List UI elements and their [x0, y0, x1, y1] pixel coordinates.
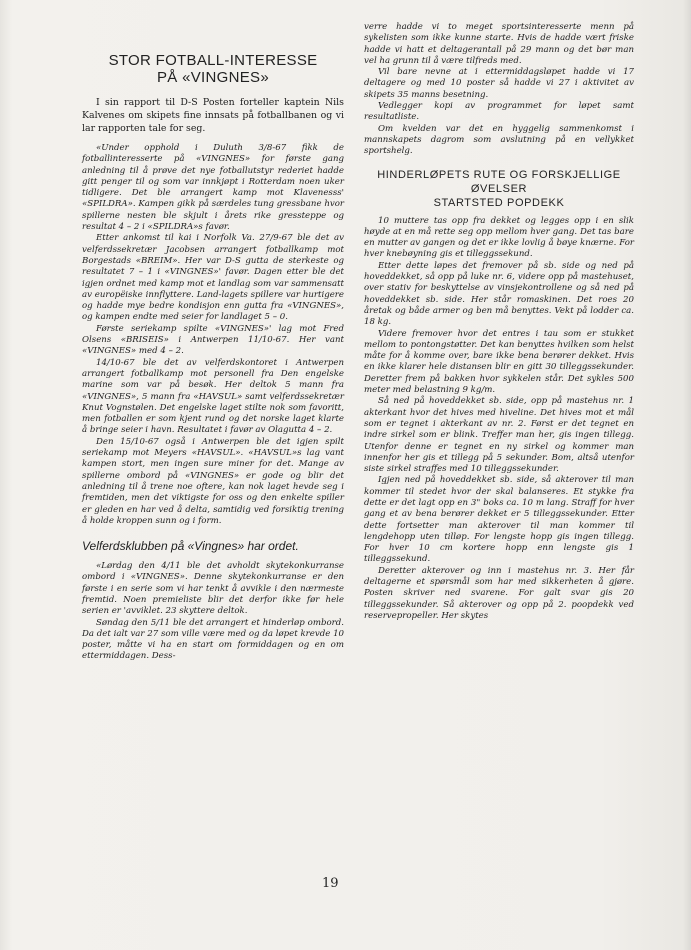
route-paragraph: Videre fremover hvor det entres i tau som er stukket mellom to pontongstøtter. Det kan benyttes hvilken som helst måte for å komme over, bare ikke bena berører dekket. Hvis en ikke klarer hele distansen blir en gitt 30 tilleggssekunder. Deretter frem på bakken hvor sykkelen står. Det sykles 500 meter med belastning 9 kg/m. [364, 328, 634, 396]
continued-paragraph: Vedlegger kopi av programmet for løpet samt resultatliste. [364, 101, 634, 123]
continued-paragraph: Om kvelden var det en hyggelig sammenkomst i mannskapets dagrom som avslutning på en vellykket sportshelg. [364, 123, 634, 157]
report-paragraph: Etter ankomst til kai i Norfolk Va. 27/9-67 ble det av velferdssekretær Jacobsen arrangert fotballkamp mot Borgestads «BREIM». Her var D-S gutta de sterkeste og resultatet 7 – 1 i «VINGNES»' favør. Dagen etter ble det igjen ordnet med kamp mot et landlag som var sammensatt av europëiske innflyttere. Land-lagets spillere var hurtigere og hadde mye bedre kondisjon enn gutta fra «VINGNES», og kampen endte med seier for landlaget 5 – 0. [82, 233, 344, 323]
report-paragraph: Den 15/10-67 også i Antwerpen ble det igjen spilt seriekamp mot Meyers «HAVSUL». «HAVSUL»s lag vant kampen stort, men ingen sure miner for det. Mange av spillerne ombord på «VINGNES» er gode og blir det anledning til å trene noe oftere, kan nok laget hevde seg i fremtiden, men det viktigste for oss og den enkelte spiller er gleden en har ved å delta, samtidig ved forsiktig trening å holde kroppen sunn og i form. [82, 436, 344, 526]
report-paragraph: «Under opphold i Duluth 3/8-67 fikk de fotballinteresserte på «VINGNES» for første gang anledning til å prøve det nye fotballutstyr rederiet hadde gitt penger til og som var innkjøpt i Rotterdam noen uker tidligere. Det ble arrangert kamp mot Klavenesss' «SPILDRA». Kampen gikk på særdeles tung gressbane hvor spillerne nesten ble skjult i årets rike gressteppe og resultat 4 – 2 i «SPILDRA»s favør. [82, 143, 344, 233]
right-column [364, 22, 634, 622]
route-paragraph: Igjen ned på hoveddekket sb. side, så akterover til man kommer til stedet hvor der skal balanseres. Et stykke fra dette er det lagt opp en 3" boks ca. 10 m lang. Straff for hver gang et av bena berører dekket er 5 tilleggssekunder. Etter dette fortsetter man akterover til man kommer til lengdehopp uten tilløp. For lengste hopp gis ingen tillegg. For hver 10 cm kortere hopp enn lengste gis 1 tilleggssekund. [364, 475, 634, 565]
club-subheading: Velferdsklubben på «Vingnes» har ordet. [82, 539, 299, 554]
club-paragraph: «Lørdag den 4/11 ble det avholdt skytekonkurranse ombord i «VINGNES». Denne skytekonkurranse er den første i en serie som vi har tenkt å avvikle i den nærmeste fremtid. Noen premieliste blir det derfor ikke før hele serien er 'avviklet. 23 skyttere deltok. [82, 561, 344, 617]
route-paragraph: 10 muttere tas opp fra dekket og legges opp i en slik høyde at en må rette seg opp mellom hver gang. Det tas bare en mutter av gangen og det er ikke lovlig å bøye knærne. For hver knebøyning gis et tilleggssekund. [364, 215, 634, 260]
section-heading [364, 168, 634, 210]
route-paragraph: Deretter akterover og inn i mastehus nr. 3. Her får deltagerne et spørsmål som har med sikkerheten å gjøre. Posten skriver ned svarene. For galt svar gis 20 tilleggssekunder. Så akterover og opp på 2. poopdekk ved reservepropeller. Her skytes [364, 565, 634, 621]
route-paragraph: Så ned på hoveddekket sb. side, opp på mastehus nr. 1 akterkant hvor det hives med hiveline. Det hives mot et mål som er tegnet i akterkant av nr. 2. Først er det tegnet en indre sirkel som er blink. Treffer man her, gis ingen tillegg. Utenfor denne er tegnet en ny sirkel og kommer man innenfor her gis et tillegg på 5 sekunder. Bom, altså utenfor siste sirkel straffes med 10 tilleggssekunder. [364, 396, 634, 475]
page-number: 19 [322, 876, 339, 891]
report-paragraph: Første seriekamp spilte «VINGNES»' lag mot Fred Olsens «BRISEIS» i Antwerpen 11/10-67. Her vant «VINGNES» med 4 – 2. [82, 323, 344, 357]
section-heading-line-1: HINDERLØPETS RUTE OG FORSKJELLIGE [377, 168, 621, 181]
route-paragraph: Etter dette løpes det fremover på sb. side og ned på hoveddekket, så opp på luke nr. 6, videre opp på mastehuset, over stativ for beskyttelse av vinsjekontrollene og så ned på hoveddekket sb. side. Her står romaskinen. Det roes 20 åretak og både armer og ben må benyttes. Vekt på lodder ca. 18 kg. [364, 260, 634, 328]
report-paragraph: 14/10-67 ble det av velferdskontoret i Antwerpen arrangert fotballkamp mot personell fra Den engelske marine som var på besøk. Her deltok 5 mann fra «VINGNES», 5 mann fra «HAVSUL» samt velferdssekretær Knut Vognstølen. Det engelske laget stilte nok som favoritt, men fotballen er som kjent rund og det norske laget klarte å bringe seier i havn. Resultatet i favør av Olagutta 4 – 2. [82, 357, 344, 436]
left-column [82, 52, 344, 663]
continued-paragraph: verre hadde vi to meget sportsinteresserte menn på sykelisten som ikke kunne starte. Hvis de hadde vært friske hadde vi hatt et deltagerantall på 29 mann og det bør man vel ha grunn til å være tilfreds med. [364, 22, 634, 66]
intro-paragraph: I sin rapport til D-S Posten forteller kaptein Nils Kalvenes om skipets fine innsats på fotballbanen og vi lar rapporten tale for seg. [82, 97, 344, 134]
section-heading-line-2: ØVELSER [470, 182, 528, 195]
section-heading-line-3: STARTSTED POPDEKK [433, 196, 565, 209]
page-edge-shadow [683, 0, 691, 950]
article-title [82, 52, 344, 86]
title-line-1: STOR FOTBALL-INTERESSE [108, 52, 318, 69]
continued-paragraph: Vil bare nevne at i ettermiddagsløpet hadde vi 17 deltagere og med 10 poster så hadde vi 27 i aktivitet av skipets 35 manns besetning. [364, 67, 634, 100]
club-paragraph: Søndag den 5/11 ble det arrangert et hinderløp ombord. Da det ialt var 27 som ville være med og da løpet krevde 10 poster, måtte vi ha en start om formiddagen og en om ettermiddagen. Dess- [82, 617, 344, 662]
title-line-2: PÅ «VINGNES» [157, 69, 269, 86]
